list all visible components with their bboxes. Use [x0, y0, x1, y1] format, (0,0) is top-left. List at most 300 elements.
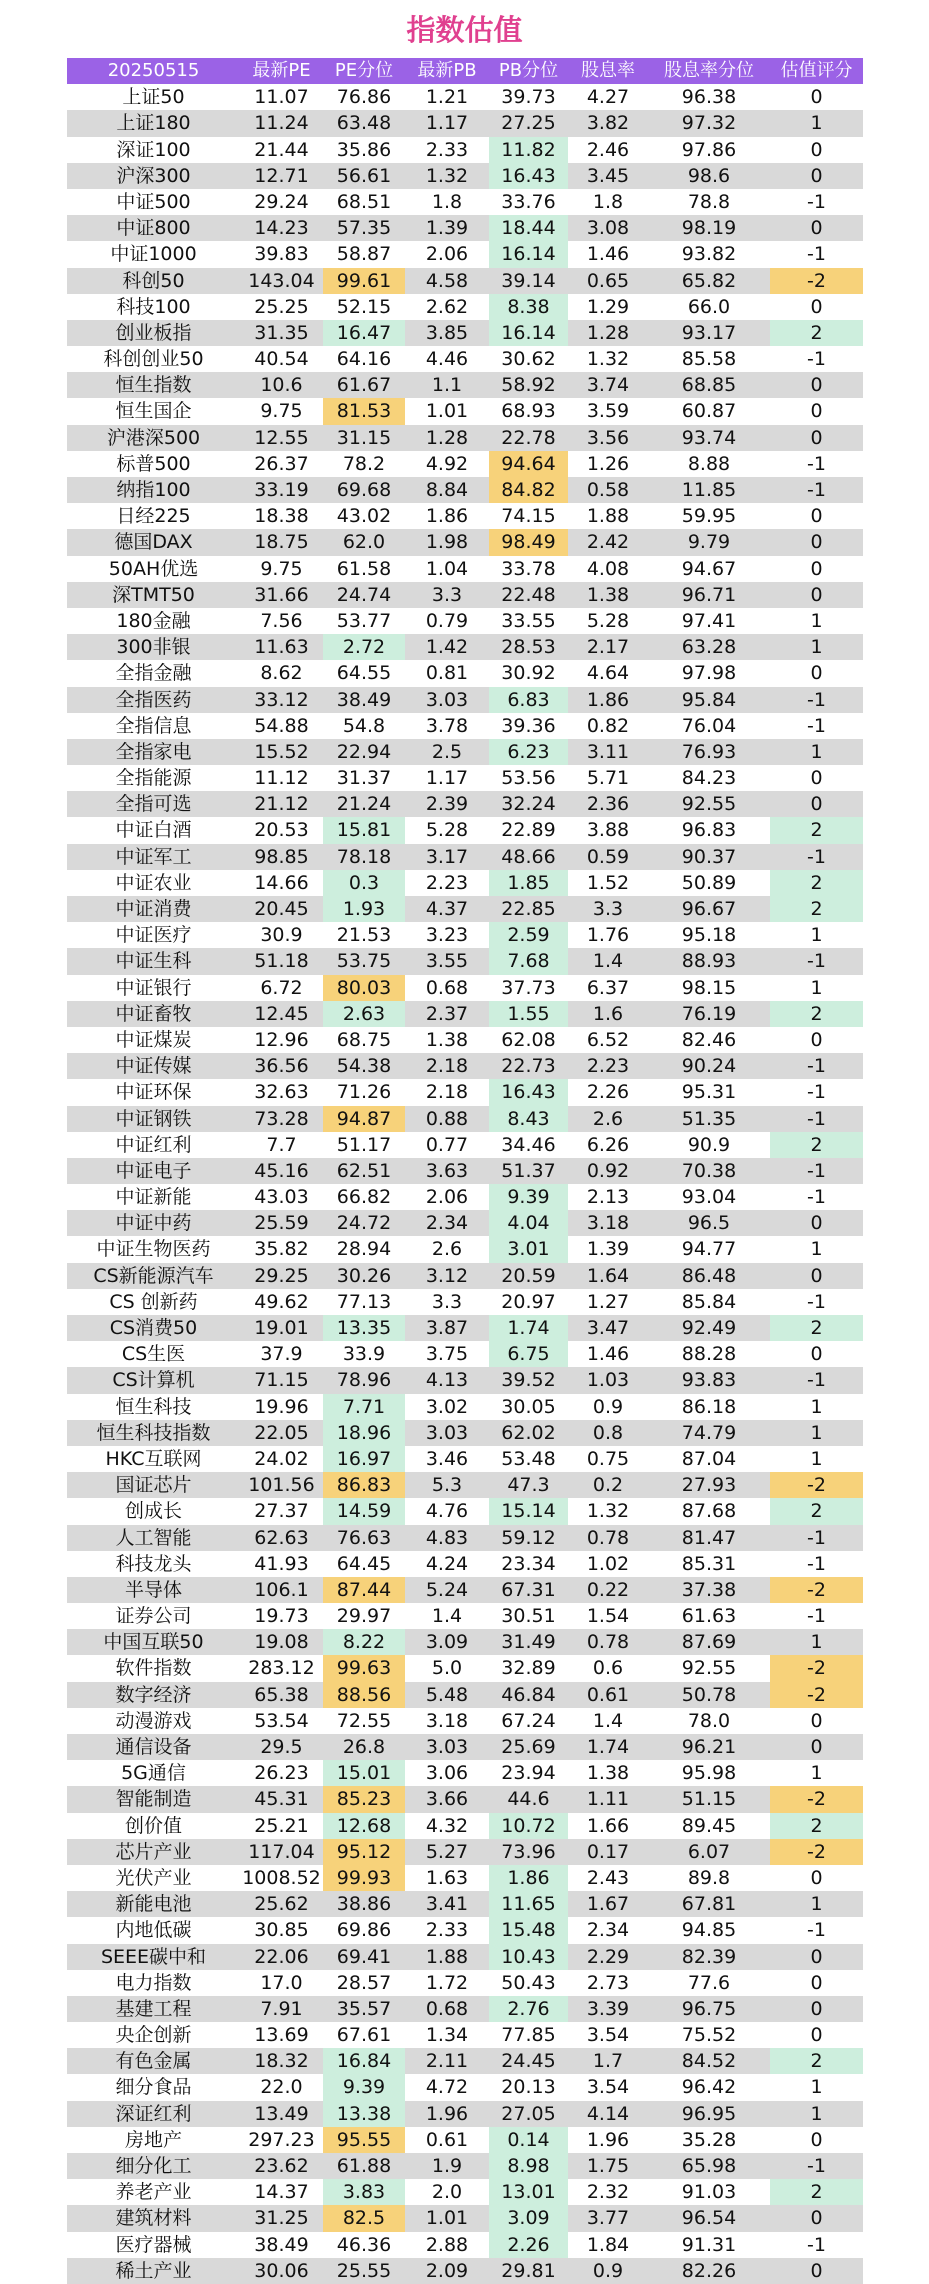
pe-cell: 18.32	[254, 2050, 309, 2073]
dividend-percentile-cell: 90.37	[681, 845, 737, 868]
score-cell: -1	[807, 688, 826, 711]
table-row	[67, 477, 863, 503]
pe-cell: 21.12	[254, 793, 309, 816]
dividend-percentile-cell: 65.98	[681, 2155, 737, 2177]
table-row	[67, 817, 863, 843]
table-row	[67, 451, 863, 477]
pe-percentile-cell: 99.61	[323, 268, 405, 294]
pe-cell: 35.82	[254, 1238, 309, 1261]
pe-percentile-cell: 38.86	[336, 1893, 392, 1916]
pb-percentile-cell: 8.98	[489, 2153, 568, 2179]
table-row	[67, 294, 863, 320]
pb-cell: 3.75	[425, 1343, 469, 1366]
index-name-cell: 建筑材料	[115, 2207, 192, 2230]
pe-percentile-cell: 28.57	[336, 1971, 392, 1994]
score-cell: -1	[807, 1055, 826, 1078]
pb-cell: 4.37	[425, 898, 469, 920]
table-row	[67, 896, 863, 922]
index-name-cell: 中证畜牧	[115, 1002, 192, 1025]
pe-percentile-cell: 46.36	[336, 2233, 392, 2256]
table-row	[67, 1970, 863, 1996]
pb-percentile-cell: 30.51	[501, 1605, 556, 1628]
index-name-cell: 深TMT50	[112, 583, 195, 606]
pb-percentile-cell: 20.13	[501, 2076, 556, 2099]
pb-cell: 2.33	[425, 138, 469, 161]
table-row	[67, 1839, 863, 1865]
pe-percentile-cell: 7.71	[323, 1394, 405, 1420]
pe-percentile-cell: 16.47	[323, 320, 405, 346]
pb-cell: 1.21	[425, 86, 469, 109]
pe-percentile-cell: 16.84	[323, 2048, 405, 2074]
pb-cell: 2.34	[425, 1212, 469, 1235]
score-cell: 0	[810, 2259, 823, 2282]
dividend-percentile-cell: 93.82	[681, 243, 737, 266]
table-row	[67, 1891, 863, 1917]
dividend-percentile-cell: 97.86	[681, 138, 737, 161]
pb-percentile-cell: 22.78	[501, 426, 556, 449]
dividend-percentile-cell: 98.15	[681, 976, 737, 999]
pe-percentile-cell: 2.63	[323, 1001, 405, 1027]
valuation-table	[67, 58, 863, 2284]
pe-cell: 11.12	[254, 767, 309, 790]
dividend-yield-cell: 3.3	[592, 898, 624, 920]
dividend-percentile-cell: 94.67	[681, 557, 737, 580]
dividend-yield-cell: 1.96	[586, 2128, 630, 2151]
score-cell: -1	[807, 243, 826, 266]
index-name-cell: CS生医	[121, 1343, 186, 1366]
pb-percentile-cell: 58.92	[501, 374, 556, 397]
score-cell: -1	[807, 714, 826, 737]
score-cell: 0	[810, 138, 823, 161]
score-cell: 0	[810, 1028, 823, 1051]
pb-cell: 2.06	[425, 243, 469, 266]
pe-cell: 9.75	[260, 400, 303, 423]
pe-cell: 32.63	[254, 1081, 309, 1104]
dividend-yield-cell: 2.73	[586, 1971, 630, 1994]
dividend-percentile-cell: 74.79	[681, 1421, 737, 1444]
index-name-cell: 芯片产业	[115, 1840, 192, 1863]
pb-cell: 1.17	[425, 767, 469, 790]
score-cell: -1	[807, 2155, 826, 2177]
pb-cell: 8.84	[425, 479, 469, 501]
score-cell: 0	[810, 1709, 823, 1732]
pb-cell: 2.0	[431, 2181, 463, 2204]
dividend-percentile-cell: 94.85	[681, 1919, 737, 1942]
pb-cell: 2.09	[425, 2259, 469, 2282]
pe-cell: 27.37	[254, 1500, 309, 1523]
table-row	[67, 1472, 863, 1498]
table-row	[67, 1420, 863, 1446]
index-name-cell: 光伏产业	[115, 1866, 192, 1889]
header-dividend-percentile: 股息率分位	[664, 60, 754, 81]
table-row	[67, 2258, 863, 2284]
pe-percentile-cell: 1.93	[323, 896, 405, 922]
score-cell: 0	[810, 1866, 823, 1889]
dividend-percentile-cell: 96.21	[681, 1736, 737, 1758]
pe-percentile-cell: 54.38	[336, 1055, 392, 1078]
score-cell: 1	[810, 2102, 823, 2125]
pb-percentile-cell: 10.72	[489, 1813, 568, 1839]
score-cell: 0	[810, 1343, 823, 1366]
index-name-cell: 中证军工	[115, 845, 192, 868]
pb-percentile-cell: 74.15	[501, 505, 556, 528]
dividend-percentile-cell: 6.07	[687, 1840, 731, 1863]
dividend-yield-cell: 1.86	[586, 688, 630, 711]
dividend-percentile-cell: 96.42	[681, 2076, 737, 2099]
dividend-yield-cell: 3.45	[586, 164, 630, 187]
dividend-percentile-cell: 96.38	[681, 86, 737, 109]
pb-percentile-cell: 23.94	[501, 1762, 556, 1785]
score-cell: -1	[807, 1552, 826, 1575]
index-name-cell: 沪深300	[116, 164, 191, 187]
score-cell: -1	[807, 950, 826, 973]
dividend-percentile-cell: 70.38	[681, 1159, 737, 1182]
dividend-percentile-cell: 95.18	[681, 924, 737, 947]
pe-percentile-cell: 52.15	[336, 295, 392, 318]
index-name-cell: 恒生科技指数	[96, 1421, 211, 1444]
score-cell: 0	[810, 1264, 823, 1287]
pb-percentile-cell: 16.43	[489, 163, 568, 189]
pb-percentile-cell: 1.85	[489, 870, 568, 896]
dividend-percentile-cell: 96.5	[687, 1212, 731, 1235]
dividend-yield-cell: 1.8	[592, 190, 624, 213]
index-name-cell: 恒生国企	[115, 400, 192, 423]
dividend-yield-cell: 4.27	[586, 86, 630, 109]
dividend-yield-cell: 0.17	[586, 1840, 630, 1863]
pb-percentile-cell: 1.55	[489, 1001, 568, 1027]
table-row	[67, 608, 863, 634]
pb-percentile-cell: 20.97	[501, 1290, 556, 1313]
pb-percentile-cell: 11.65	[489, 1891, 568, 1917]
dividend-percentile-cell: 78.0	[687, 1709, 731, 1732]
pe-percentile-cell: 3.83	[323, 2179, 405, 2205]
table-row	[67, 1053, 863, 1079]
score-cell: 0	[810, 662, 823, 685]
dividend-percentile-cell: 86.18	[681, 1395, 737, 1418]
pb-cell: 4.92	[425, 452, 469, 475]
pe-cell: 9.75	[260, 557, 303, 580]
dividend-percentile-cell: 96.95	[681, 2102, 737, 2125]
index-name-cell: 动漫游戏	[115, 1709, 192, 1732]
pb-cell: 1.42	[425, 636, 469, 659]
pb-percentile-cell: 23.34	[501, 1552, 556, 1575]
table-row	[67, 2074, 863, 2100]
pb-percentile-cell: 24.45	[501, 2050, 556, 2073]
pb-percentile-cell: 33.55	[501, 609, 556, 632]
table-row	[67, 1813, 863, 1839]
pb-percentile-cell: 73.96	[501, 1840, 556, 1863]
pb-percentile-cell: 68.93	[501, 400, 556, 423]
pe-percentile-cell: 69.41	[336, 1945, 392, 1968]
pe-percentile-cell: 61.88	[336, 2155, 392, 2177]
dividend-yield-cell: 1.88	[586, 505, 630, 528]
score-cell: 0	[810, 583, 823, 606]
dividend-yield-cell: 1.32	[586, 348, 630, 371]
dividend-percentile-cell: 87.04	[681, 1447, 737, 1470]
pb-cell: 2.33	[425, 1919, 469, 1942]
pe-cell: 39.83	[254, 243, 309, 266]
dividend-percentile-cell: 96.83	[681, 819, 737, 842]
pe-cell: 65.38	[254, 1683, 309, 1706]
dividend-percentile-cell: 50.89	[681, 871, 737, 894]
page-title: 指数估值	[406, 13, 523, 47]
index-name-cell: 电力指数	[115, 1971, 192, 1994]
pb-cell: 3.66	[425, 1788, 469, 1811]
pe-percentile-cell: 86.83	[323, 1472, 405, 1498]
pe-cell: 26.37	[254, 452, 309, 475]
pb-cell: 3.23	[425, 924, 469, 947]
score-cell: 1	[810, 924, 823, 947]
pb-cell: 3.87	[425, 1317, 469, 1339]
table-row	[67, 529, 863, 555]
pe-percentile-cell: 24.74	[336, 583, 392, 606]
dividend-percentile-cell: 35.28	[681, 2128, 737, 2151]
table-row	[67, 1734, 863, 1760]
index-name-cell: 全指金融	[115, 662, 192, 685]
score-cell: -2	[770, 1655, 863, 1681]
pe-percentile-cell: 8.22	[323, 1629, 405, 1655]
table-row	[67, 2153, 863, 2179]
pb-percentile-cell: 48.66	[501, 845, 556, 868]
pb-cell: 0.68	[425, 1997, 469, 2020]
table-row	[67, 1577, 863, 1603]
pb-cell: 2.5	[431, 740, 463, 763]
pe-cell: 45.16	[254, 1159, 309, 1182]
pb-cell: 5.0	[431, 1657, 463, 1680]
pe-percentile-cell: 76.86	[336, 86, 392, 109]
pb-cell: 5.27	[425, 1840, 469, 1863]
index-name-cell: 德国DAX	[114, 531, 193, 554]
index-name-cell: 内地低碳	[115, 1919, 192, 1942]
score-cell: 2	[770, 1315, 863, 1341]
pb-percentile-cell: 18.44	[489, 215, 568, 241]
score-cell: 1	[810, 112, 823, 135]
pb-cell: 0.77	[425, 1133, 469, 1156]
dividend-yield-cell: 1.76	[586, 924, 630, 947]
pe-percentile-cell: 31.37	[336, 767, 392, 790]
pb-cell: 5.28	[425, 819, 469, 842]
pb-percentile-cell: 37.73	[501, 976, 556, 999]
pb-percentile-cell: 32.89	[501, 1657, 556, 1680]
score-cell: 1	[810, 740, 823, 763]
pe-cell: 12.45	[254, 1002, 309, 1025]
score-cell: -1	[807, 845, 826, 868]
table-row	[67, 582, 863, 608]
table-row	[67, 1341, 863, 1367]
pe-percentile-cell: 9.39	[323, 2074, 405, 2100]
header-pe: 最新PE	[252, 60, 311, 81]
table-row	[67, 1367, 863, 1393]
pb-cell: 3.41	[425, 1893, 469, 1916]
score-cell: 0	[810, 217, 823, 240]
dividend-yield-cell: 3.59	[586, 400, 630, 423]
pe-percentile-cell: 95.55	[323, 2127, 405, 2153]
index-name-cell: 中证白酒	[115, 819, 192, 842]
pb-percentile-cell: 59.12	[501, 1526, 556, 1549]
dividend-yield-cell: 6.52	[586, 1028, 630, 1051]
dividend-yield-cell: 1.38	[586, 1762, 630, 1785]
dividend-percentile-cell: 89.8	[687, 1866, 731, 1889]
pb-cell: 2.18	[425, 1055, 469, 1078]
pe-cell: 25.59	[254, 1212, 309, 1235]
pe-percentile-cell: 62.51	[336, 1159, 392, 1182]
pb-percentile-cell: 34.46	[501, 1133, 556, 1156]
dividend-percentile-cell: 97.98	[681, 662, 737, 685]
pe-cell: 29.25	[254, 1264, 309, 1287]
dividend-percentile-cell: 97.32	[681, 112, 737, 135]
pe-cell: 101.56	[248, 1474, 315, 1497]
pb-percentile-cell: 67.31	[501, 1578, 556, 1601]
pb-cell: 1.96	[425, 2102, 469, 2125]
pb-cell: 1.72	[425, 1971, 469, 1994]
pe-percentile-cell: 29.97	[336, 1605, 392, 1628]
dividend-yield-cell: 0.2	[592, 1474, 624, 1497]
pb-cell: 5.24	[425, 1578, 469, 1601]
header-date: 20250515	[107, 60, 200, 81]
pe-cell: 14.23	[254, 217, 309, 240]
table-row	[67, 1865, 863, 1891]
index-name-cell: 5G通信	[121, 1762, 186, 1785]
index-name-cell: 全指能源	[115, 767, 192, 790]
dividend-yield-cell: 0.75	[586, 1447, 630, 1470]
table-row	[67, 1996, 863, 2022]
pe-cell: 22.05	[254, 1421, 309, 1444]
pb-cell: 0.88	[425, 1107, 469, 1130]
pe-cell: 117.04	[248, 1840, 315, 1863]
score-cell: 0	[810, 1945, 823, 1968]
pe-percentile-cell: 0.3	[323, 870, 405, 896]
dividend-yield-cell: 1.28	[586, 321, 630, 344]
index-name-cell: 中证消费	[115, 898, 192, 920]
dividend-yield-cell: 1.64	[586, 1264, 630, 1287]
dividend-yield-cell: 2.42	[586, 531, 630, 554]
index-name-cell: 数字经济	[115, 1683, 192, 1706]
pb-cell: 1.8	[431, 190, 463, 213]
table-row	[67, 1525, 863, 1551]
pe-cell: 10.6	[260, 374, 303, 397]
pb-cell: 1.86	[425, 505, 469, 528]
index-name-cell: 300非银	[116, 636, 191, 659]
pb-percentile-cell: 32.24	[501, 793, 556, 816]
score-cell: -1	[807, 1159, 826, 1182]
pb-percentile-cell: 2.59	[489, 922, 568, 948]
pe-cell: 29.24	[254, 190, 309, 213]
pb-cell: 0.79	[425, 609, 469, 632]
table-row	[67, 948, 863, 974]
table-row	[67, 1289, 863, 1315]
pe-cell: 25.25	[254, 295, 309, 318]
pe-cell: 37.9	[260, 1343, 303, 1366]
table-row	[67, 1158, 863, 1184]
pb-cell: 1.98	[425, 531, 469, 554]
score-cell: -1	[807, 1186, 826, 1209]
pe-percentile-cell: 22.94	[336, 740, 392, 763]
pe-percentile-cell: 64.16	[336, 348, 392, 371]
index-name-cell: 央企创新	[115, 2024, 192, 2047]
score-cell: 0	[810, 767, 823, 790]
pb-percentile-cell: 3.09	[489, 2205, 568, 2231]
pe-percentile-cell: 24.72	[336, 1212, 392, 1235]
table-row	[67, 1498, 863, 1524]
pb-percentile-cell: 16.43	[489, 1079, 568, 1105]
index-name-cell: CS 创新药	[109, 1290, 198, 1313]
dividend-yield-cell: 3.56	[586, 426, 630, 449]
table-row	[67, 1184, 863, 1210]
table-row	[67, 163, 863, 189]
pe-percentile-cell: 66.82	[336, 1186, 392, 1209]
pb-cell: 4.83	[425, 1526, 469, 1549]
dividend-yield-cell: 1.67	[586, 1893, 630, 1916]
score-cell: -1	[807, 1369, 826, 1392]
index-name-cell: 上证50	[122, 86, 185, 109]
pb-cell: 3.3	[431, 583, 463, 606]
dividend-percentile-cell: 68.85	[681, 374, 737, 397]
pb-cell: 2.37	[425, 1002, 469, 1025]
dividend-percentile-cell: 87.68	[681, 1500, 737, 1523]
index-name-cell: 日经225	[116, 505, 191, 528]
table-row	[67, 2048, 863, 2074]
dividend-percentile-cell: 27.93	[681, 1474, 737, 1497]
index-name-cell: 中证钢铁	[115, 1107, 192, 1130]
table-row	[67, 1708, 863, 1734]
score-cell: 2	[770, 1001, 863, 1027]
pe-percentile-cell: 82.5	[323, 2205, 405, 2231]
table-row	[67, 84, 863, 110]
dividend-yield-cell: 1.54	[586, 1605, 630, 1628]
dividend-percentile-cell: 98.19	[681, 217, 737, 240]
score-cell: 0	[810, 1736, 823, 1758]
pe-cell: 98.85	[254, 845, 309, 868]
score-cell: 0	[810, 164, 823, 187]
score-cell: 2	[770, 320, 863, 346]
dividend-yield-cell: 3.11	[586, 740, 630, 763]
pb-cell: 2.6	[431, 1238, 463, 1261]
index-name-cell: 沪港深500	[106, 426, 201, 449]
pe-percentile-cell: 87.44	[323, 1577, 405, 1603]
pb-percentile-cell: 30.05	[501, 1395, 556, 1418]
pe-cell: 49.62	[254, 1290, 309, 1313]
dividend-yield-cell: 2.34	[586, 1919, 630, 1942]
dividend-yield-cell: 0.9	[592, 2259, 624, 2282]
pb-cell: 1.9	[431, 2155, 463, 2177]
index-name-cell: HKC互联网	[105, 1447, 202, 1470]
dividend-percentile-cell: 96.67	[681, 898, 737, 920]
table-row	[67, 1655, 863, 1681]
score-cell: 2	[770, 1498, 863, 1524]
index-name-cell: 科创创业50	[103, 348, 204, 371]
score-cell: -2	[770, 1786, 863, 1812]
score-cell: -1	[807, 1081, 826, 1104]
pb-cell: 2.11	[425, 2050, 469, 2073]
pb-cell: 2.39	[425, 793, 469, 816]
pe-cell: 20.53	[254, 819, 309, 842]
pb-percentile-cell: 77.85	[501, 2024, 556, 2047]
pe-cell: 18.75	[254, 531, 309, 554]
dividend-percentile-cell: 85.31	[681, 1552, 737, 1575]
index-name-cell: 智能制造	[115, 1788, 192, 1811]
pe-cell: 38.49	[254, 2233, 309, 2256]
dividend-percentile-cell: 77.6	[687, 1971, 731, 1994]
dividend-yield-cell: 2.43	[586, 1866, 630, 1889]
dividend-yield-cell: 1.38	[586, 583, 630, 606]
pb-percentile-cell: 62.02	[501, 1421, 556, 1444]
dividend-percentile-cell: 93.04	[681, 1186, 737, 1209]
index-name-cell: 中国互联50	[103, 1631, 204, 1654]
dividend-yield-cell: 3.77	[586, 2207, 630, 2230]
index-name-cell: 中证生科	[115, 950, 192, 973]
dividend-yield-cell: 3.54	[586, 2076, 630, 2099]
pe-cell: 12.55	[254, 426, 309, 449]
